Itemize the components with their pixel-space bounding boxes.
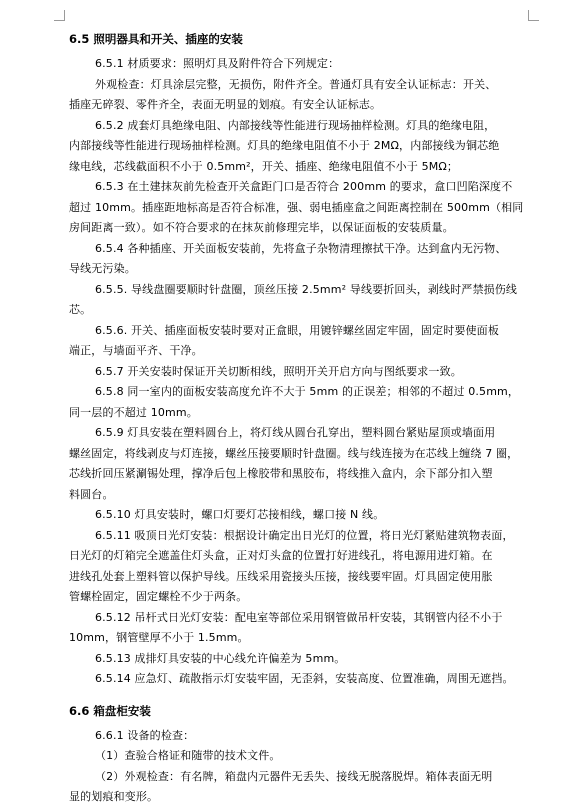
paragraph-line: 端正，与墙面平齐、干净。 (69, 344, 203, 357)
paragraph-line: 6.5.2 成套灯具绝缘电阻、内部接线等性能进行现场抽样检测。灯具的绝缘电阻， (95, 118, 496, 132)
paragraph-line: 10mm，钢管壁厚不小于 1.5mm。 (69, 631, 249, 644)
paragraph-line: 内部接线等性能进行现场抽样检测。灯具的绝缘电阻值不小于 2MΩ，内部接线为铜芯绝 (69, 139, 500, 152)
section-heading-6-5: 6.5 照明器具和开关、插座的安装 (69, 32, 243, 46)
paragraph (69, 177, 569, 239)
paragraph-line: 螺丝固定，将线剥皮与灯连接，螺丝压接要顺时针盘圈。线与线连接为在芯线上缠绕 7 圈， (69, 446, 519, 460)
paragraph-line: 日光灯的灯箱完全遮盖住灯头盒，正对灯头盒的位置打好进线孔，将电源用进灯箱。在 (69, 549, 493, 562)
paragraph-line: （1）查验合格证和随带的技术文件。 (95, 749, 281, 762)
paragraph-line: 6.5.8 同一室内的面板安装高度允许不大于 5mm 的正误差；相邻的不超过 0.5mm， (95, 385, 520, 398)
paragraph-line: 缘电线，芯线截面积不小于 0.5mm²，开关、插座、绝缘电阻值不小于 5MΩ； (69, 159, 459, 173)
paragraph-line: 6.5.13 成排灯具安装的中心线允许偏差为 5mm。 (95, 651, 346, 665)
paragraph-line: 6.5.3 在土建抹灰前先检查开关盒距门口是否符合 200mm 的要求，盒口凹陷深度不 (95, 180, 513, 193)
page-corner-mark-left (54, 10, 65, 21)
paragraph (69, 54, 569, 75)
section-spacer (69, 690, 569, 702)
paragraph (69, 746, 569, 767)
paragraph-line: 芯。 (69, 303, 92, 316)
paragraph (69, 116, 569, 178)
document-body (69, 30, 569, 808)
paragraph-line: 外观检查：灯具涂层完整，无损伤，附件齐全。普通灯具有安全认证标志：开关、 (95, 77, 497, 91)
paragraph-line: 6.5.12 吊杆式日光灯安装：配电室等部位采用钢管做吊杆安装，其钢管内径不小于 (95, 610, 503, 624)
paragraph (69, 608, 569, 649)
paragraph-line: 显的划痕和变形。 (69, 790, 159, 803)
paragraph-line: 芯线折回压紧涮锡处理，撑净后包上橡胶带和黑胶布，将线推入盒内，余下部分扣入塑 (69, 467, 493, 480)
paragraph-line: 超过 10mm。插座距地标高是否符合标准，强、弱电插座盒之间距离控制在 500mm（相同 (69, 200, 524, 214)
paragraph (69, 382, 569, 423)
paragraph-line: 6.5.14 应急灯、疏散指示灯安装牢固，无歪斜，安装高度、位置准确，周围无遮挡。 (95, 672, 514, 685)
paragraph-line: 导线无污染。 (69, 262, 136, 275)
paragraph-line: 6.5.1 材质要求：照明灯具及附件符合下列规定： (95, 57, 340, 70)
paragraph-line: 房间距离一致）。如不符合要求的在抹灰前修理完毕，以保证面板的安装质量。 (69, 221, 454, 234)
paragraph-line: 6.5.5. 导线盘圈要顺时针盘圈，顶丝压接 2.5mm² 导线要折回头，剥线时严禁损伤线 (95, 282, 518, 296)
section-6-5-body (69, 54, 569, 690)
paragraph (69, 321, 569, 362)
page-corner-mark-right (528, 10, 539, 21)
paragraph-line: 料圆台。 (69, 487, 114, 501)
paragraph-line: 进线孔处套上塑料管以保护导线。压线采用瓷接头压接，接线要牢固。灯具固定使用胀 (69, 569, 493, 583)
paragraph (69, 669, 569, 690)
paragraph (69, 75, 569, 116)
paragraph (69, 505, 569, 526)
paragraph-line: 同一层的不超过 10mm。 (69, 405, 198, 419)
paragraph (69, 649, 569, 670)
paragraph (69, 726, 569, 747)
paragraph (69, 767, 569, 808)
paragraph-line: 插座无碎裂、零件齐全，表面无明显的划痕。有安全认证标志。 (69, 98, 382, 111)
paragraph (69, 362, 569, 383)
section-6-6-body (69, 726, 569, 808)
paragraph (69, 239, 569, 280)
paragraph-line: 6.5.6. 开关、插座面板安装时要对正盒眼，用镀锌螺丝固定牢固，固定时要使面板 (95, 323, 499, 337)
paragraph (69, 423, 569, 505)
paragraph-line: （2）外观检查：有名牌，箱盘内元器件无丢失、接线无脱落脱焊。箱体表面无明 (95, 769, 493, 783)
paragraph (69, 526, 569, 608)
paragraph-line: 6.5.7 开关安装时保证开关切断相线，照明开关开启方向与图纸要求一致。 (95, 364, 462, 378)
paragraph (69, 280, 569, 321)
paragraph-line: 6.5.11 吸顶日光灯安装：根据设计确定出日光灯的位置，将日光灯紧贴建筑物表面， (95, 528, 514, 542)
paragraph-line: 6.6.1 设备的检查： (95, 728, 195, 742)
paragraph-line: 6.5.9 灯具安装在塑料圆台上，将灯线从圆台孔穿出，塑料圆台紧贴屋顶或墙面用 (95, 426, 496, 439)
paragraph-line: 管螺栓固定，固定螺栓不少于两条。 (69, 590, 248, 603)
paragraph-line: 6.5.10 灯具安装时，螺口灯要灯芯接相线，螺口接 N 线。 (95, 508, 385, 521)
paragraph-line: 6.5.4 各种插座、开关面板安装前，先将盒子杂物清理擦拭干净。达到盒内无污物、 (95, 241, 507, 255)
section-heading-6-6: 6.6 箱盘柜安装 (69, 703, 151, 718)
